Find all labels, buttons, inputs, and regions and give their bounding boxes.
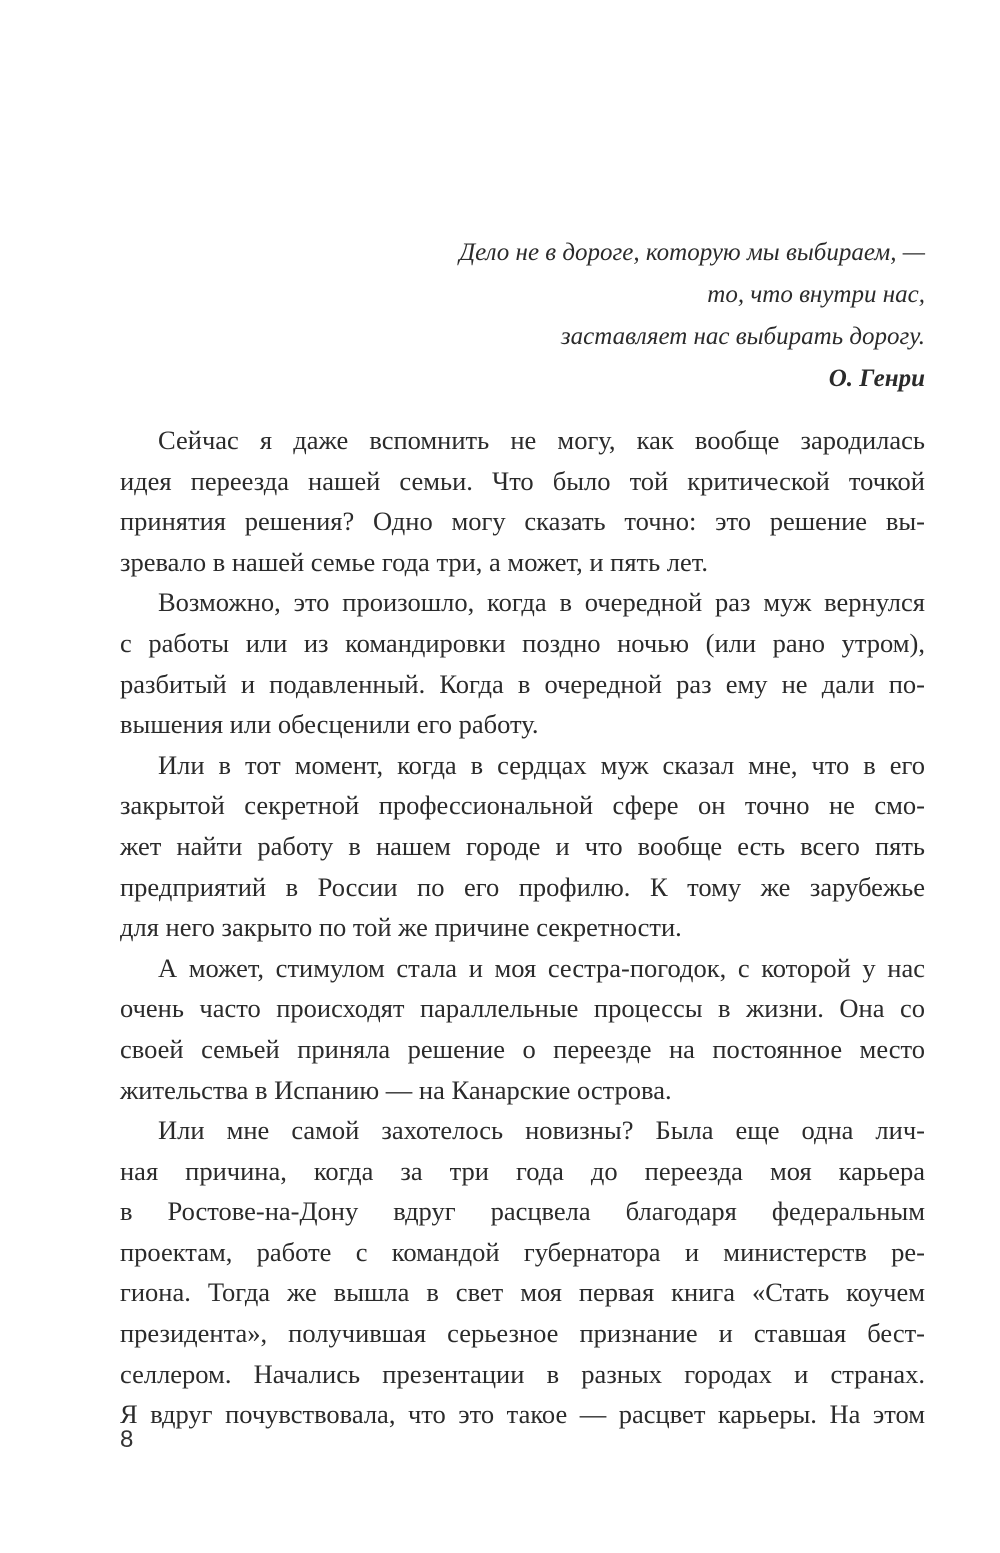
paragraph <box>120 420 925 582</box>
text-line: ная причина, когда за три года до переезда моя карьера <box>120 1155 925 1186</box>
text-line: своей семьей приняла решение о переезде на постоянное место <box>120 1033 925 1064</box>
text-line: жительства в Испанию — на Канарские острова. <box>120 1074 672 1105</box>
text-line: вышения или обесценили его работу. <box>120 709 539 740</box>
text-line: селлером. Начались презентации в разных городах и странах. <box>120 1358 925 1389</box>
epigraph <box>380 232 925 400</box>
page-number: 8 <box>120 1426 134 1453</box>
text-line: предприятий в России по его профилю. К тому же зарубежье <box>120 871 925 902</box>
text-line: Или мне самой захотелось новизны? Была еще одна лич- <box>158 1115 925 1146</box>
text-line: Возможно, это произошло, когда в очередной раз муж вернулся <box>158 587 925 618</box>
text-line: гиона. Тогда же вышла в свет моя первая книга «Стать коучем <box>120 1277 925 1308</box>
text-line: принятия решения? Одно могу сказать точно: это решение вы- <box>120 506 925 537</box>
text-line: Сейчас я даже вспомнить не могу, как вообще зародилась <box>158 425 925 455</box>
text-line: Или в тот момент, когда в сердцах муж сказал мне, что в его <box>158 749 925 780</box>
epigraph-author: О. Генри <box>828 365 925 392</box>
text-line: проектам, работе с командой губернатора и министерств ре- <box>120 1236 925 1267</box>
text-line: разбитый и подавленный. Когда в очередной раз ему не дали по- <box>120 668 925 699</box>
epigraph-line: заставляет нас выбирать дорогу. <box>560 323 925 350</box>
text-line: с работы или из командировки поздно ночью (или рано утром), <box>120 627 925 658</box>
text-line: Я вдруг почувствовала, что это такое — расцвет карьеры. На этом <box>120 1399 925 1430</box>
epigraph-line: Дело не в дороге, которую мы выбираем, — <box>459 239 925 266</box>
paragraph <box>120 948 925 1110</box>
paragraph <box>120 582 925 744</box>
epigraph-line: то, что внутри нас, <box>707 281 925 308</box>
text-line: в Ростове-на-Дону вдруг расцвела благодаря федеральным <box>120 1196 925 1227</box>
text-line: президента», получившая серьезное признание и ставшая бест- <box>120 1318 925 1349</box>
text-line: для него закрыто по той же причине секретности. <box>120 912 682 943</box>
text-line: жет найти работу в нашем городе и что вообще есть всего пять <box>120 830 925 861</box>
text-line: зревало в нашей семье года три, а может, и пять лет. <box>120 546 709 577</box>
text-line: очень часто происходят параллельные процессы в жизни. Она со <box>120 993 925 1024</box>
paragraph <box>120 745 925 948</box>
paragraph <box>120 1110 925 1435</box>
chapter-body-text <box>120 420 925 1435</box>
text-line: идея переезда нашей семьи. Что было той критической точкой <box>120 465 925 496</box>
text-line: А может, стимулом стала и моя сестра-погодок, с которой у нас <box>158 952 925 983</box>
text-line: закрытой секретной профессиональной сфере он точно не смо- <box>120 790 925 821</box>
